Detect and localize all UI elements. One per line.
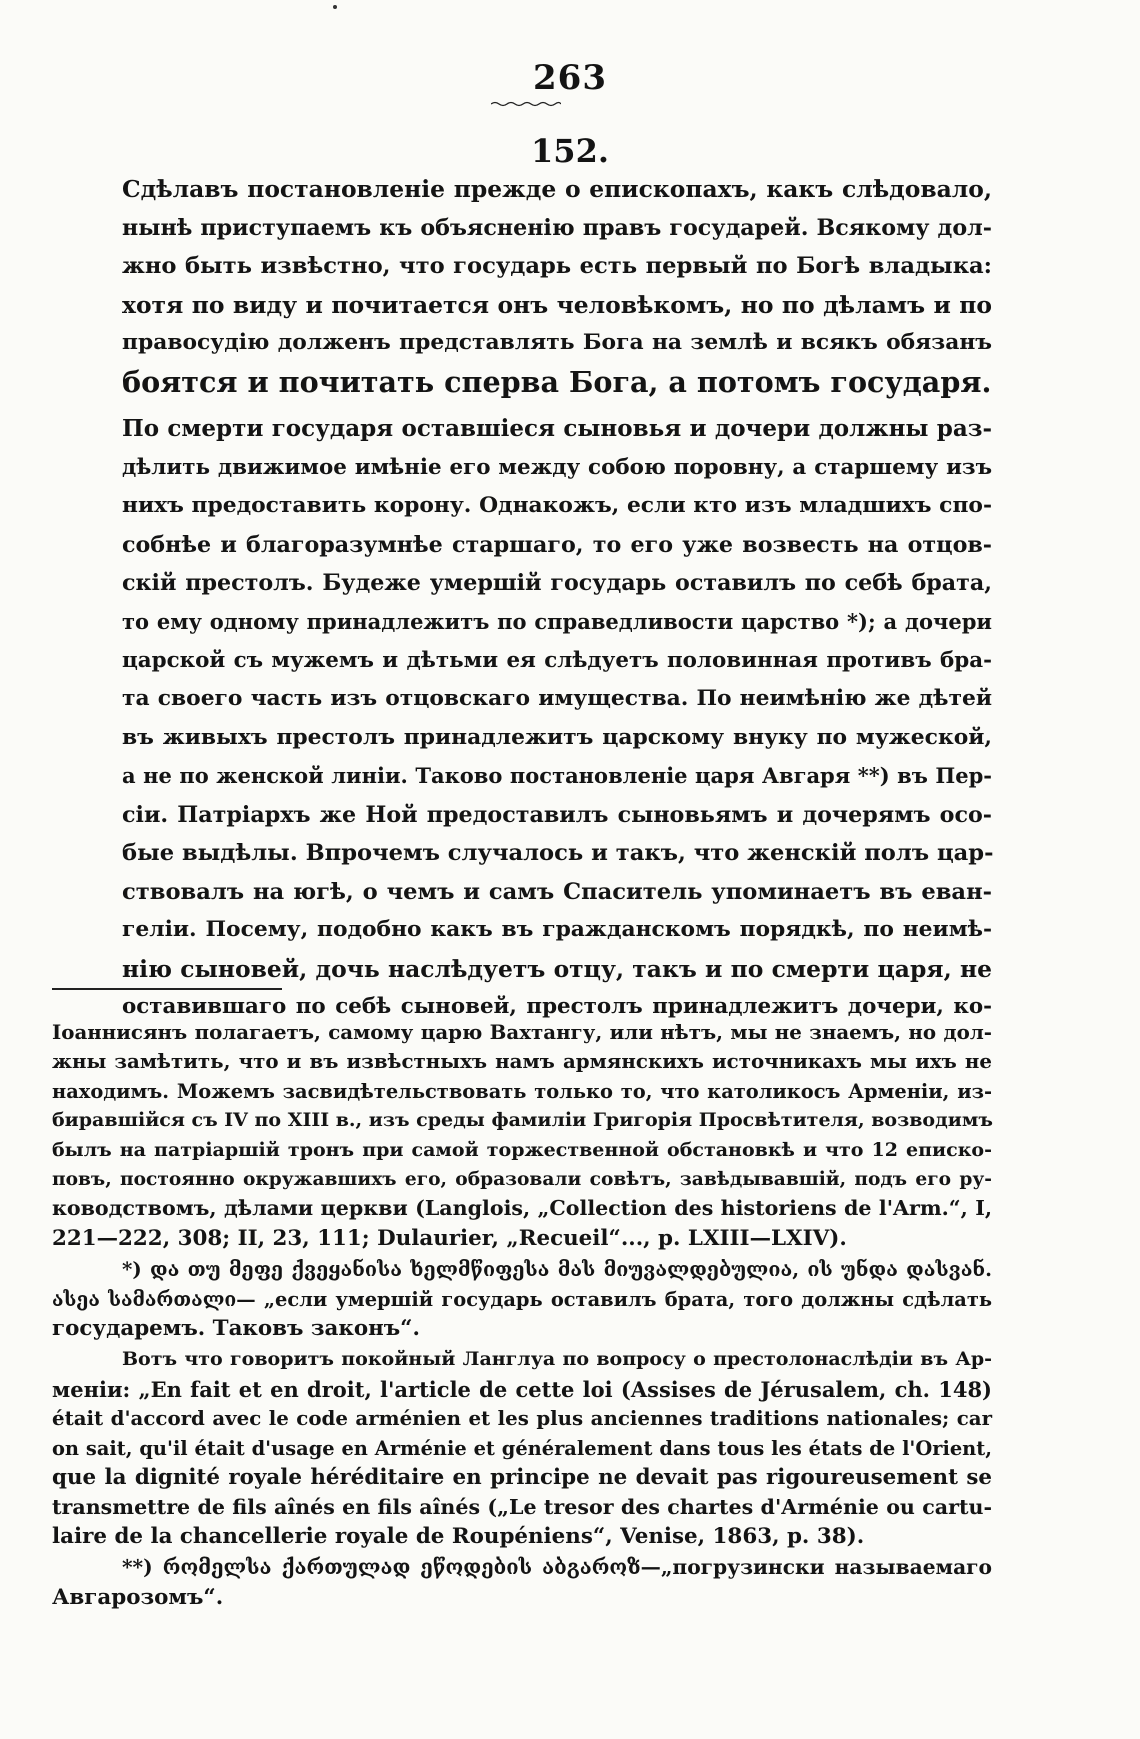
footnote-line: **) რომელსა ქართულად ეწოდების აბგაროზ—„погрузински называемаго	[122, 1555, 992, 1580]
text-line: въ живыхъ престолъ принадлежитъ царскому внуку по мужеской,	[122, 724, 992, 750]
footnote-line: Вотъ что говоритъ покойный Ланглуа по вопросу о престолонаслѣдіи въ Ар-	[122, 1348, 992, 1371]
main-text	[52, 170, 992, 1027]
footnote-single-star	[52, 1255, 992, 1343]
text-line: правосудію долженъ представлять Бога на землѣ и всякъ обязанъ	[122, 330, 992, 356]
footnote-langlois	[52, 1345, 992, 1551]
text-line: нію сыновей, дочь наслѣдуетъ отцу, такъ и по смерти царя, не	[122, 954, 992, 983]
footnote-continued	[52, 1018, 992, 1253]
text-line: ствовалъ на югѣ, о чемъ и самъ Спаситель упоминаетъ въ еван-	[122, 878, 992, 905]
text-line: бые выдѣлы. Впрочемъ случалось и такъ, что женскій полъ цар-	[122, 840, 994, 867]
footnote-line: *) და თუ მეფე ქვეყანისა ხელმწიფესა მას მიუვალდებულია, ის უნდა დასვან.	[122, 1257, 992, 1282]
footnote-line: повъ, постоянно окружавшихъ его, образовали совѣтъ, завѣдывавшій, подъ его ру-	[52, 1169, 992, 1191]
text-line: оставившаго по себѣ сыновей, престолъ принадлежитъ дочери, ко-	[122, 994, 992, 1020]
paragraph-1	[52, 170, 992, 401]
footnote-divider	[52, 988, 282, 990]
footnote-line: laire de la chancellerie royale de Roupéniens“, Venise, 1863, p. 38).	[52, 1523, 865, 1549]
footnote-line: былъ на патріаршій тронъ при самой торжественной обстановкѣ и что 12 еписко-	[52, 1138, 992, 1161]
ink-speck	[333, 5, 337, 9]
footnote-line: жны замѣтить, что и въ извѣстныхъ намъ армянскихъ источникахъ мы ихъ не	[52, 1049, 992, 1074]
footnote-line: que la dignité royale héréditaire en principe ne devait pas rigoureusement se	[52, 1465, 992, 1491]
text-line: та своего часть изъ отцовскаго имущества. По неимѣнію же дѣтей	[122, 686, 992, 712]
section-number: 152.	[531, 132, 609, 170]
text-line: скій престолъ. Будеже умершій государь оставилъ по себѣ брата,	[122, 570, 992, 597]
text-line: то ему одному принадлежитъ по справедливости царство *); а дочери	[122, 609, 992, 635]
text-line: нынѣ приступаемъ къ объясненію правъ государей. Всякому дол-	[122, 214, 992, 241]
text-line: сіи. Патріархъ же Ной предоставилъ сыновьямъ и дочерямъ осо-	[122, 801, 992, 828]
footnote-line: находимъ. Можемъ засвидѣтельствовать только то, что католикосъ Арменіи, из-	[52, 1079, 992, 1103]
footnote-line: Авгарозомъ“.	[52, 1584, 224, 1610]
text-line: геліи. Посему, подобно какъ въ гражданскомъ порядкѣ, по неимѣ-	[122, 917, 992, 943]
text-line: нихъ предоставить корону. Однакожъ, если кто изъ младшихъ спо-	[122, 493, 992, 519]
footnote-line: Іоаннисянъ полагаетъ, самому царю Вахтангу, или нѣтъ, мы не знаемъ, но дол-	[52, 1020, 992, 1044]
text-line: По смерти государя оставшіеся сыновья и дочери должны раз-	[122, 415, 992, 443]
text-line: а не по женской линіи. Таково постановленіе царя Авгаря **) въ Пер-	[122, 763, 992, 789]
footnote-line: ასეა სამართალი— „если умершій государь оставилъ брата, того должны сдѣлать	[52, 1287, 992, 1311]
footnote-line: était d'accord avec le code arménien et les plus anciennes traditions nationales; car	[52, 1406, 992, 1431]
footnote-line: ководствомъ, дѣлами церкви (Langlois, „Collection des historiens de l'Arm.“, I,	[52, 1196, 992, 1221]
footnote-line: 221—222, 308; II, 23, 111; Dulaurier, „Recueil“..., p. LXIII—LXIV).	[52, 1225, 847, 1251]
paragraph-2	[52, 410, 992, 1027]
page-number-ornament	[491, 101, 561, 107]
footnote-line: меніи: „En fait et en droit, l'article de cette loi (Assises de Jérusalem, ch. 148)	[52, 1376, 992, 1402]
footnotes	[52, 1018, 992, 1612]
footnote-double-star	[52, 1553, 992, 1612]
text-line: жно быть извѣстно, что государь есть первый по Богѣ владыка:	[122, 253, 992, 280]
footnote-line: государемъ. Таковъ законъ“.	[52, 1316, 420, 1342]
text-line: боятся и почитать сперва Бога, а потомъ государя.	[122, 364, 992, 399]
text-line: хотя по виду и почитается онъ человѣкомъ, но по дѣламъ и по	[122, 290, 992, 319]
text-line: царской съ мужемъ и дѣтьми ея слѣдуетъ половинная противъ бра-	[122, 647, 992, 673]
text-line: Сдѣлавъ постановленіе прежде о епископахъ, какъ слѣдовало,	[122, 175, 992, 203]
footnote-line: on sait, qu'il était d'usage en Arménie et généralement dans tous les états de l'Orient,	[52, 1436, 992, 1460]
page-number: 263	[533, 58, 607, 98]
text-line: собнѣе и благоразумнѣе старшаго, то его уже возвесть на отцов-	[122, 531, 992, 558]
footnote-line: transmettre de fils aînés en fils aînés („Le tresor des chartes d'Arménie ou cartu-	[52, 1494, 992, 1519]
text-line: дѣлить движимое имѣніе его между собою поровну, а старшему изъ	[122, 454, 992, 480]
footnote-line: биравшійся съ IV по XIII в., изъ среды фамиліи Григорія Просвѣтителя, возводимъ	[52, 1109, 993, 1132]
